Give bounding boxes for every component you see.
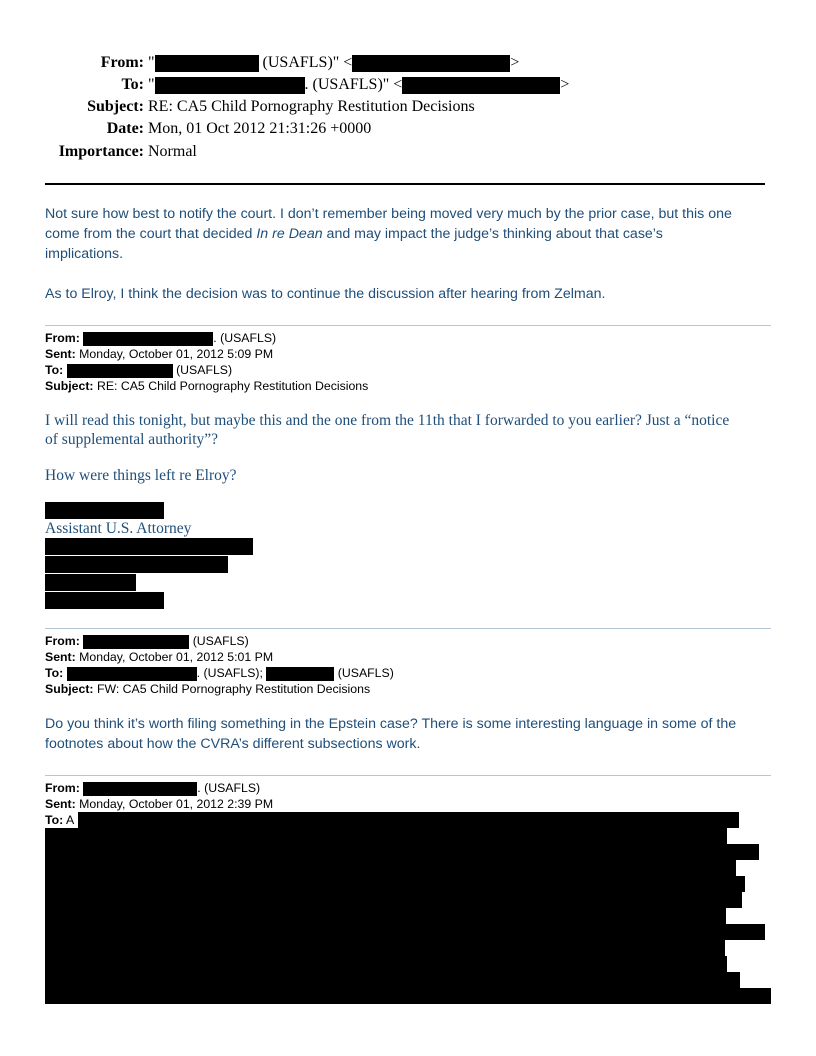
header-importance-label: Importance: [58,143,144,160]
message1-paragraph1 [45,204,732,264]
message2-to-value: (USAFLS) [176,363,233,377]
redaction [45,892,742,908]
message2-from-label: From: [45,331,80,345]
redaction [45,924,765,940]
header-from-value-wrap: " (USAFLS)" < > [148,54,520,71]
message2-to-row [45,362,368,378]
message1-line: implications. [45,246,124,262]
message4-to-value: A [65,813,75,827]
redaction [402,77,560,94]
header-to-value-wrap: " . (USAFLS)" < > [148,76,570,93]
redaction [45,592,164,609]
header-subject-value: RE: CA5 Child Pornography Restitution Decisions [148,98,475,115]
redaction [155,55,259,72]
redaction [45,556,228,573]
redaction [45,972,740,988]
redaction [45,940,725,956]
message3-sent-value: Monday, October 01, 2012 5:01 PM [79,650,274,664]
redaction [45,988,771,1004]
message3-from-label: From: [45,634,80,648]
message4-from-row [45,780,273,796]
redaction [45,574,136,591]
redaction [67,364,173,378]
redaction [45,502,164,519]
message3-to-value-a: . (USAFLS); [196,666,263,680]
message1-line [45,224,732,244]
message1-paragraph2: As to Elroy, I think the decision was to continue the discussion after hearing from Zelman. [45,286,606,302]
redaction [352,55,510,72]
message2-from-row [45,330,368,346]
redaction [83,635,189,649]
redaction [155,77,305,94]
message3-sent-row [45,649,394,665]
message2-sent-row [45,346,368,362]
message3-to-value-b: (USAFLS) [337,666,394,680]
message4-from-value: . (USAFLS) [197,781,261,795]
message3-to-row [45,665,394,681]
message2-line: I will read this tonight, but maybe this and the one from the 11th that I forwarded to you earlier? Just a “notice [45,412,730,429]
message1-line: Not sure how best to notify the court. I don’t remember being moved very much by the prior case, but this one [45,206,732,222]
header-subject-label: Subject: [87,98,144,115]
message3-sent-label: Sent: [45,650,76,664]
message3-subject-row [45,681,394,697]
header-to-value: . (USAFLS)" [304,76,390,93]
message4-sent-value: Monday, October 01, 2012 2:39 PM [79,797,274,811]
message2-from-value: . (USAFLS) [213,331,277,345]
message2-subject-row [45,378,368,394]
redaction [83,332,213,346]
header-from-value: (USAFLS)" [262,54,340,71]
message2-sent-value: Monday, October 01, 2012 5:09 PM [79,347,274,361]
header-importance-value: Normal [148,143,197,160]
redaction [67,667,197,681]
message2-subject-value: RE: CA5 Child Pornography Restitution Decisions [96,379,369,393]
message3-to-label: To: [45,666,64,680]
redaction [45,860,736,876]
header-date-label: Date: [106,120,144,137]
header-to-label: To: [121,76,144,93]
header-divider [45,183,765,185]
message2-paragraph2: How were things left re Elroy? [45,467,237,484]
message2-sent-label: Sent: [45,347,76,361]
message-separator [45,325,771,326]
redaction [45,956,727,972]
header-date-value: Mon, 01 Oct 2012 21:31:26 +0000 [148,120,372,137]
message3-line: Do you think it’s worth filing something in the Epstein case? There is some interesting language in some of the [45,716,737,732]
signature-title: Assistant U.S. Attorney [45,520,192,537]
message2-paragraph1 [45,411,729,449]
redaction [45,908,726,924]
redaction [78,812,739,828]
message3-subject-value: FW: CA5 Child Pornography Restitution Decisions [96,682,371,696]
message4-from-label: From: [45,781,80,795]
message3-header [45,633,394,697]
redaction [45,538,253,555]
message2-subject-label: Subject: [45,379,94,393]
message2-line: of supplemental authority”? [45,431,219,448]
message3-from-value: (USAFLS) [192,634,249,648]
message3-line: footnotes about how the CVRA’s different subsections work. [45,736,421,752]
case-name-italic: In re Dean [256,226,323,242]
redaction [45,844,759,860]
header-from-label: From: [100,54,144,71]
message1-text: come from the court that decided [45,226,257,242]
message1-text: and may impact the judge’s thinking about that case’s [322,226,663,242]
message4-sent-row [45,796,273,812]
message3-subject-label: Subject: [45,682,94,696]
message-separator [45,628,771,629]
redaction [266,667,334,681]
message3-paragraph [45,714,736,754]
message2-to-label: To: [45,363,64,377]
message4-sent-label: Sent: [45,797,76,811]
message3-from-row [45,633,394,649]
redaction [83,782,197,796]
message-separator [45,775,771,776]
message2-header [45,330,368,394]
redaction [45,876,745,892]
message4-to-label: To: [45,813,64,827]
redaction [45,828,727,844]
